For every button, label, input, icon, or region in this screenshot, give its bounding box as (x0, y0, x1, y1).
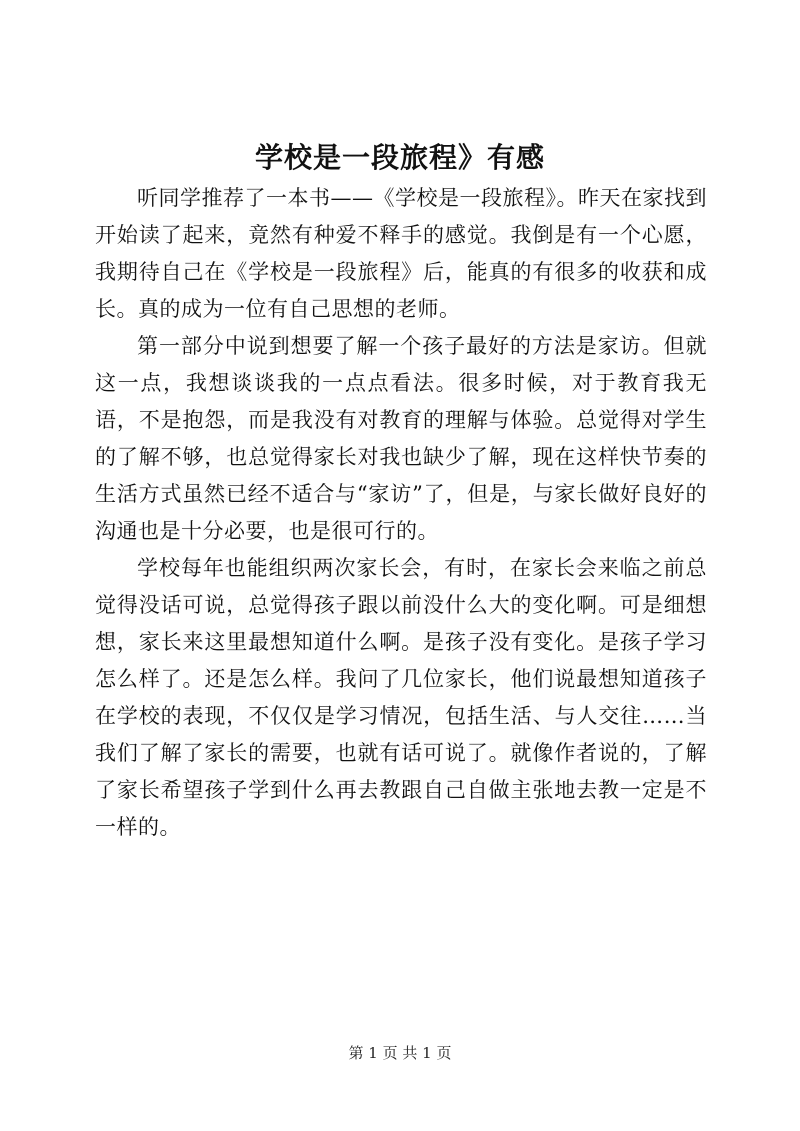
document-title: 学校是一段旅程》有感 (254, 141, 545, 174)
paragraph-1: 听同学推荐了一本书——《学校是一段旅程》。昨天在家找到开始读了起来，竟然有种爱不释手的感觉。我倒是有一个心愿，我期待自己在《学校是一段旅程》后，能真的有很多的收获和成长。真的成为一位有自己思想的老师。 (95, 186, 707, 321)
paragraph-2: 第一部分中说到想要了解一个孩子最好的方法是家访。但就这一点，我想谈谈我的一点点看法。很多时候，对于教育我无语，不是抱怨，而是我没有对教育的理解与体验。总觉得对学生的了解不够，也总觉得家长对我也缺少了解，现在这样快节奏的生活方式虽然已经不适合与“家访”了，但是，与家长做好良好的沟通也是十分必要，也是很可行的。 (95, 334, 707, 543)
document-body (95, 180, 707, 846)
page-number-footer: 第 1 页 共 1 页 (348, 1044, 452, 1062)
paragraph-3: 学校每年也能组织两次家长会，有时，在家长会来临之前总觉得没话可说，总觉得孩子跟以前没什么大的变化啊。可是细想想，家长来这里最想知道什么啊。是孩子没有变化。是孩子学习怎么样了。还是怎么样。我问了几位家长，他们说最想知道孩子在学校的表现，不仅仅是学习情况，包括生活、与人交往……当我们了解了家长的需要，也就有话可说了。就像作者说的，了解了家长希望孩子学到什么再去教跟自己自做主张地去教一定是不一样的。 (95, 556, 707, 839)
